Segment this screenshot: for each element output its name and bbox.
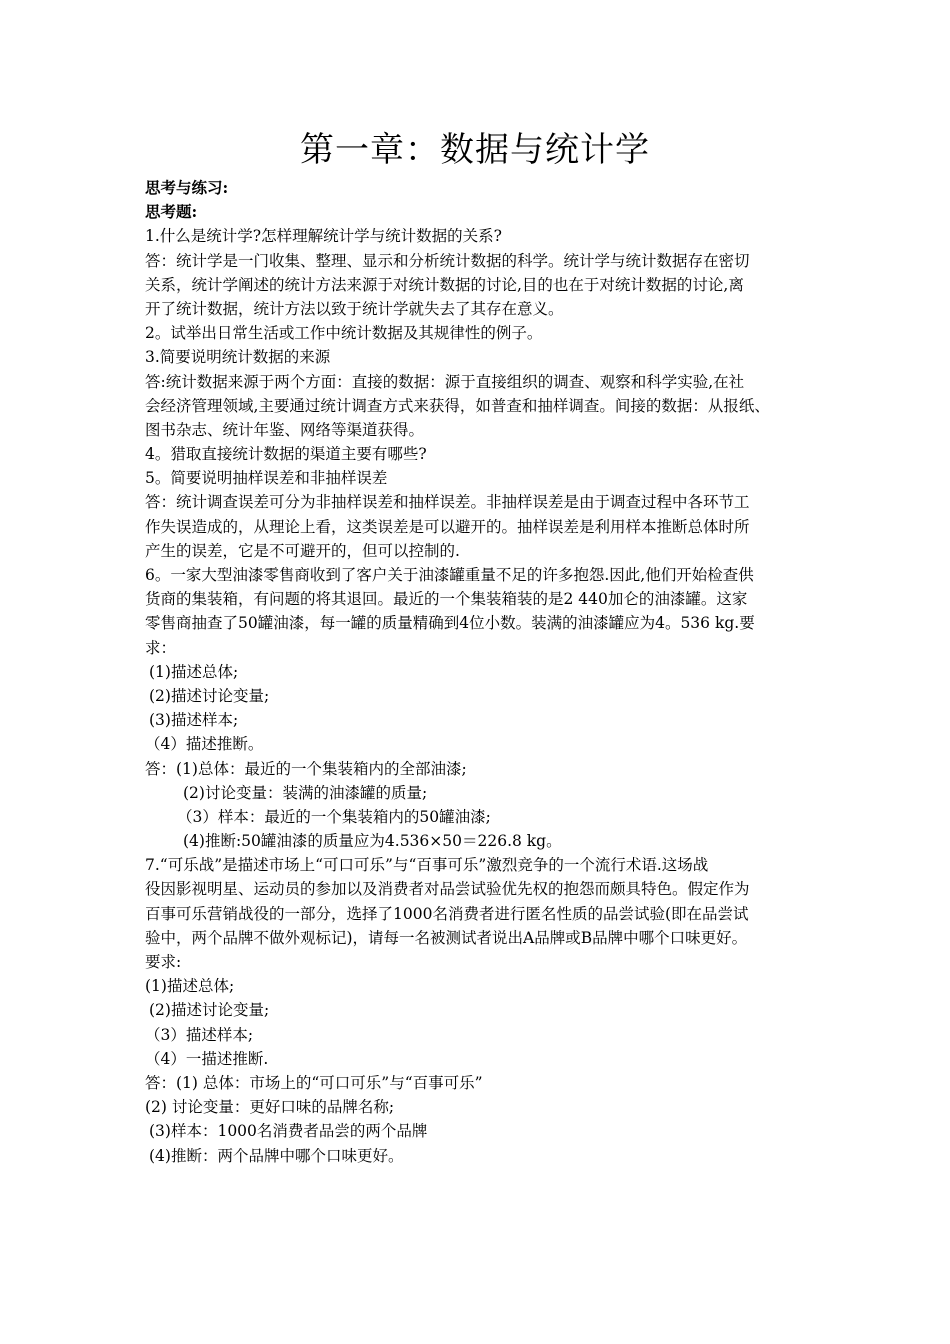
document-body	[145, 176, 825, 1168]
text-line: 开了统计数据，统计方法以致于统计学就失去了其存在意义。	[145, 299, 564, 318]
text-line: 4。猎取直接统计数据的渠道主要有哪些?	[145, 445, 427, 464]
text-line: （4）一描述推断.	[145, 1049, 269, 1068]
text-line: 答：(1) 总体：市场上的“可口可乐”与“百事可乐”	[145, 1073, 483, 1092]
text-line: 产生的误差，它是不可避开的，但可以控制的.	[145, 541, 460, 560]
text-line: (2)描述讨论变量;	[149, 686, 270, 705]
text-line: 答：统计调查误差可分为非抽样误差和抽样误差。非抽样误差是由于调查过程中各环节工	[145, 493, 750, 512]
text-line: (4)推断:50罐油漆的质量应为4.536×50＝226.8 kg。	[183, 832, 562, 851]
text-line: 1.什么是统计学?怎样理解统计学与统计数据的关系?	[145, 227, 502, 246]
text-line: （4）描述推断。	[145, 735, 264, 754]
text-line: (1)描述总体;	[149, 662, 239, 681]
text-line: (2) 讨论变量：更好口味的品牌名称;	[145, 1098, 395, 1117]
text-line: 答：(1)总体：最近的一个集装箱内的全部油漆;	[145, 759, 467, 778]
text-line: 会经济管理领域,主要通过统计调查方式来获得，如普查和抽样调查。间接的数据：从报纸、	[145, 396, 770, 415]
text-line: 6。一家大型油漆零售商收到了客户关于油漆罐重量不足的许多抱怨.因此,他们开始检查供	[145, 566, 754, 584]
text-line: 求：	[145, 638, 177, 657]
text-line: 3.简要说明统计数据的来源	[145, 348, 331, 367]
text-line: （3）样本：最近的一个集装箱内的50罐油漆;	[177, 807, 491, 826]
text-line: 7.“可乐战”是描述市场上“可口可乐”与“百事可乐”激烈竞争的一个流行术语.这场战	[145, 856, 709, 875]
text-line: 关系，统计学阐述的统计方法来源于对统计数据的讨论,目的也在于对统计数据的讨论,离	[145, 275, 744, 294]
text-line: 役因影视明星、运动员的参加以及消费者对品尝试验优先权的抱怨而颇具特色。假定作为	[145, 880, 750, 899]
text-line: (3)样本：1000名消费者品尝的两个品牌	[149, 1122, 428, 1141]
page-title: 第一章：数据与统计学	[300, 130, 650, 170]
text-line: (2)讨论变量：装满的油漆罐的质量;	[183, 783, 428, 802]
text-line: 货商的集装箱，有问题的将其退回。最近的一个集装箱装的是2 440加仑的油漆罐。这家	[145, 590, 748, 609]
text-line: 5。简要说明抽样误差和非抽样误差	[145, 469, 388, 488]
text-line: (4)推断：两个品牌中哪个口味更好。	[149, 1146, 404, 1165]
text-line: 要求:	[145, 953, 182, 971]
text-line: (3)描述样本;	[149, 711, 239, 730]
section-heading: 思考与练习:	[145, 178, 229, 197]
text-line: 图书杂志、统计年鉴、网络等渠道获得。	[145, 420, 425, 439]
text-line: 答：统计学是一门收集、整理、显示和分析统计数据的科学。统计学与统计数据存在密切	[145, 251, 750, 270]
text-line: 百事可乐营销战役的一部分，选择了1000名消费者进行匿名性质的品尝试验(即在品尝试	[145, 904, 749, 923]
text-line: 作失误造成的，从理论上看，这类误差是可以避开的。抽样误差是利用样本推断总体时所	[145, 517, 750, 536]
text-line: 2。试举出日常生活或工作中统计数据及其规律性的例子。	[145, 324, 543, 343]
text-line: (1)描述总体;	[145, 977, 235, 996]
text-line: (2)描述讨论变量;	[149, 1001, 270, 1020]
text-line: 零售商抽查了50罐油漆，每一罐的质量精确到4位小数。装满的油漆罐应为4。536 kg.要	[145, 614, 755, 633]
section-heading: 思考题:	[145, 202, 198, 222]
text-line: 验中，两个品牌不做外观标记)，请每一名被测试者说出A品牌或B品牌中哪个口味更好。	[145, 928, 748, 947]
text-line: 答:统计数据来源于两个方面：直接的数据：源于直接组织的调查、观察和科学实验,在社	[145, 372, 745, 391]
text-line: （3）描述样本;	[145, 1025, 254, 1044]
